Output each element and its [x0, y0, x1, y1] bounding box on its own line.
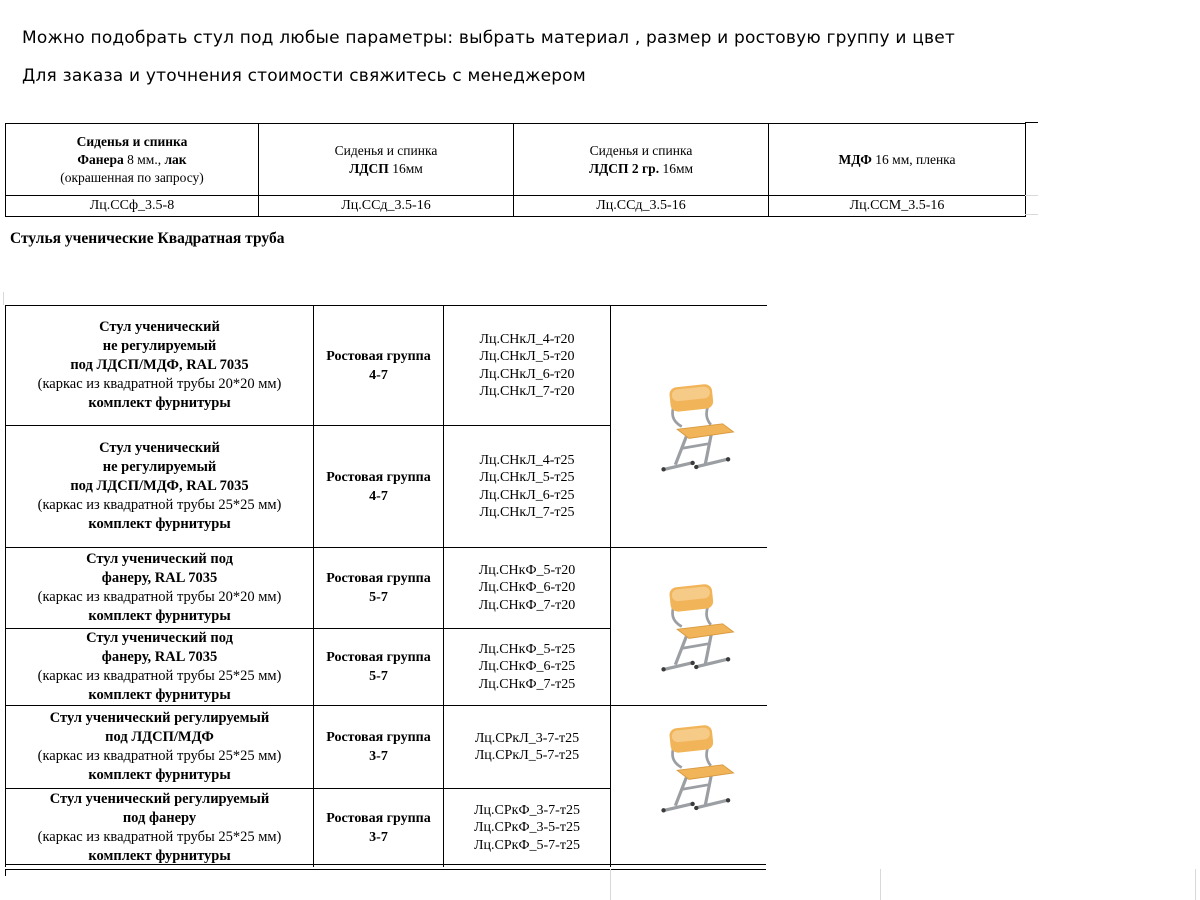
text-line: (окрашенная по запросу) [60, 169, 204, 185]
text-line: 4-7 [369, 488, 388, 504]
text-line: 3-7 [369, 749, 388, 764]
chairs-table-row [6, 548, 767, 629]
product-code: Лц.СНкЛ_5-т20 [479, 349, 575, 364]
materials-header-cell [514, 124, 769, 196]
text-line: фанеру, RAL 7035 [101, 570, 218, 586]
text-line: фанеру, RAL 7035 [101, 649, 218, 665]
product-code: Лц.СНкФ_5-т20 [478, 562, 576, 578]
codes-cell [444, 426, 611, 548]
gridline-fragment [1025, 214, 1038, 215]
text-line: (каркас из квадратной трубы 25*25 мм) [37, 497, 282, 513]
chair-desc-cell [6, 629, 314, 706]
text-line: (каркас из квадратной трубы 25*25 мм) [37, 748, 282, 764]
materials-table [5, 123, 1026, 217]
gridline-fragment [1195, 869, 1196, 900]
chair-desc-cell [6, 789, 314, 867]
product-code: Лц.СНкФ_5-т25 [478, 641, 576, 657]
chair-image-cell [611, 706, 767, 867]
text-line: Стул ученический [99, 440, 220, 456]
product-code: Лц.СРкФ_5-7-т25 [474, 837, 580, 853]
text-line: комплект фурнитуры [88, 847, 231, 864]
text-line: 5-7 [369, 590, 388, 605]
text-line: Сиденья и спинка [334, 142, 438, 158]
product-code: Лц.СНкФ_6-т20 [478, 580, 576, 596]
text-line: 5-7 [369, 669, 388, 684]
text-line: не регулируемый [102, 459, 217, 475]
product-code: Лц.СРкФ_3-7-т25 [474, 802, 580, 818]
chairs-table-row [6, 306, 767, 426]
materials-code-cell: Лц.ССд_3.5-16 [259, 196, 514, 217]
chair-desc-cell [6, 548, 314, 629]
student-chair-image [611, 377, 767, 477]
chair-image-cell [611, 548, 767, 706]
codes-cell [444, 548, 611, 629]
product-code: Лц.СНкЛ_6-т25 [479, 487, 575, 503]
student-chair-icon [639, 377, 739, 477]
student-chair-image [611, 736, 767, 836]
text-line: Стул ученический [99, 319, 220, 335]
text-line: (каркас из квадратной трубы 20*20 мм) [37, 376, 282, 392]
text-line: Ростовая группа [326, 571, 431, 586]
intro-line-2: Для заказа и уточнения стоимости свяжитесь с менеджером [22, 66, 586, 86]
text-line: Ростовая группа [326, 730, 431, 745]
product-code: Лц.СНкФ_7-т25 [478, 676, 576, 692]
text-line: Сиденья и спинка [589, 142, 693, 158]
gridline-fragment [1025, 195, 1038, 196]
gridline-fragment [3, 292, 4, 305]
text-line: Сиденья и спинка [76, 133, 188, 149]
chair-desc-cell [6, 706, 314, 789]
text-line: под ЛДСП/МДФ, RAL 7035 [70, 357, 249, 373]
text-line: (каркас из квадратной трубы 25*25 мм) [37, 668, 282, 684]
student-chair-icon [639, 577, 739, 677]
product-code: Лц.СНкЛ_4-т20 [479, 331, 575, 347]
materials-code-cell: Лц.ССМ_3.5-16 [769, 196, 1026, 217]
text-line: комплект фурнитуры [88, 767, 231, 783]
product-code: Лц.СНкЛ_6-т20 [479, 366, 575, 382]
gridline-fragment [5, 869, 6, 876]
product-code: Лц.СРкФ_3-5-т25 [474, 820, 580, 835]
materials-header-cell [259, 124, 514, 196]
text-line: Стул ученический под [86, 630, 233, 646]
text-line: Ростовая группа [326, 469, 431, 485]
materials-header-cell [769, 124, 1026, 196]
chair-image-cell [611, 306, 767, 548]
product-code: Лц.СРкЛ_3-7-т25 [474, 730, 580, 746]
text-line: Стул ученический под [86, 551, 233, 567]
materials-code-cell: Лц.ССф_3.5-8 [6, 196, 259, 217]
text-line: под фанеру [122, 809, 197, 826]
gridline-fragment [1025, 122, 1038, 123]
product-code: Лц.СНкФ_7-т20 [478, 597, 576, 613]
product-code: Лц.СНкЛ_4-т25 [479, 452, 575, 468]
text-line: Стул ученический регулируемый [49, 710, 270, 726]
chair-desc-cell [6, 426, 314, 548]
gridline-fragment [610, 869, 611, 900]
intro-line-1: Можно подобрать стул под любые параметры: выбрать материал , размер и ростовую группу и цвет [22, 28, 955, 48]
text-line: ЛДСП 16мм [349, 160, 423, 176]
student-chair-image [611, 577, 767, 677]
codes-cell [444, 306, 611, 426]
materials-header-cell [6, 124, 259, 196]
section-title: Стулья ученические Квадратная труба [10, 230, 285, 247]
codes-cell [444, 629, 611, 706]
growth-group-cell [314, 306, 444, 426]
table-bottom-double-rule [5, 864, 766, 870]
text-line: Ростовая группа [326, 348, 431, 364]
text-line: (каркас из квадратной трубы 20*20 мм) [37, 589, 282, 605]
growth-group-cell [314, 789, 444, 867]
text-line: комплект фурнитуры [88, 608, 231, 624]
materials-code-row [6, 196, 1026, 217]
text-line: 4-7 [369, 367, 388, 383]
gridline-fragment [880, 869, 881, 900]
growth-group-cell [314, 706, 444, 789]
product-code: Лц.СНкЛ_5-т25 [479, 470, 575, 485]
materials-header-row [6, 124, 1026, 196]
text-line: Ростовая группа [326, 650, 431, 665]
text-line: под ЛДСП/МДФ [105, 729, 214, 745]
text-line: под ЛДСП/МДФ, RAL 7035 [70, 478, 249, 494]
product-code: Лц.СРкЛ_5-7-т25 [474, 748, 580, 763]
student-chair-icon [639, 718, 739, 818]
growth-group-cell [314, 548, 444, 629]
text-line: комплект фурнитуры [88, 687, 231, 703]
text-line: комплект фурнитуры [88, 395, 231, 411]
materials-code-cell: Лц.ССд_3.5-16 [514, 196, 769, 217]
text-line: (каркас из квадратной трубы 25*25 мм) [37, 828, 282, 845]
chairs-table [5, 305, 767, 867]
text-line: МДФ 16 мм, пленка [838, 151, 956, 167]
codes-cell [444, 706, 611, 789]
text-line: Ростовая группа [326, 810, 431, 826]
chair-desc-cell [6, 306, 314, 426]
product-code: Лц.СНкЛ_7-т25 [479, 505, 575, 520]
product-code: Лц.СНкФ_6-т25 [478, 659, 576, 675]
text-line: ЛДСП 2 гр. 16мм [588, 160, 694, 176]
text-line: Фанера 8 мм., лак [77, 151, 187, 167]
growth-group-cell [314, 629, 444, 706]
codes-cell [444, 789, 611, 867]
growth-group-cell [314, 426, 444, 548]
text-line: 3-7 [369, 829, 388, 845]
text-line: комплект фурнитуры [88, 516, 231, 532]
chairs-table-row [6, 706, 767, 789]
text-line: не регулируемый [102, 338, 217, 354]
product-code: Лц.СНкЛ_7-т20 [479, 384, 575, 399]
text-line: Стул ученический регулируемый [49, 790, 270, 807]
